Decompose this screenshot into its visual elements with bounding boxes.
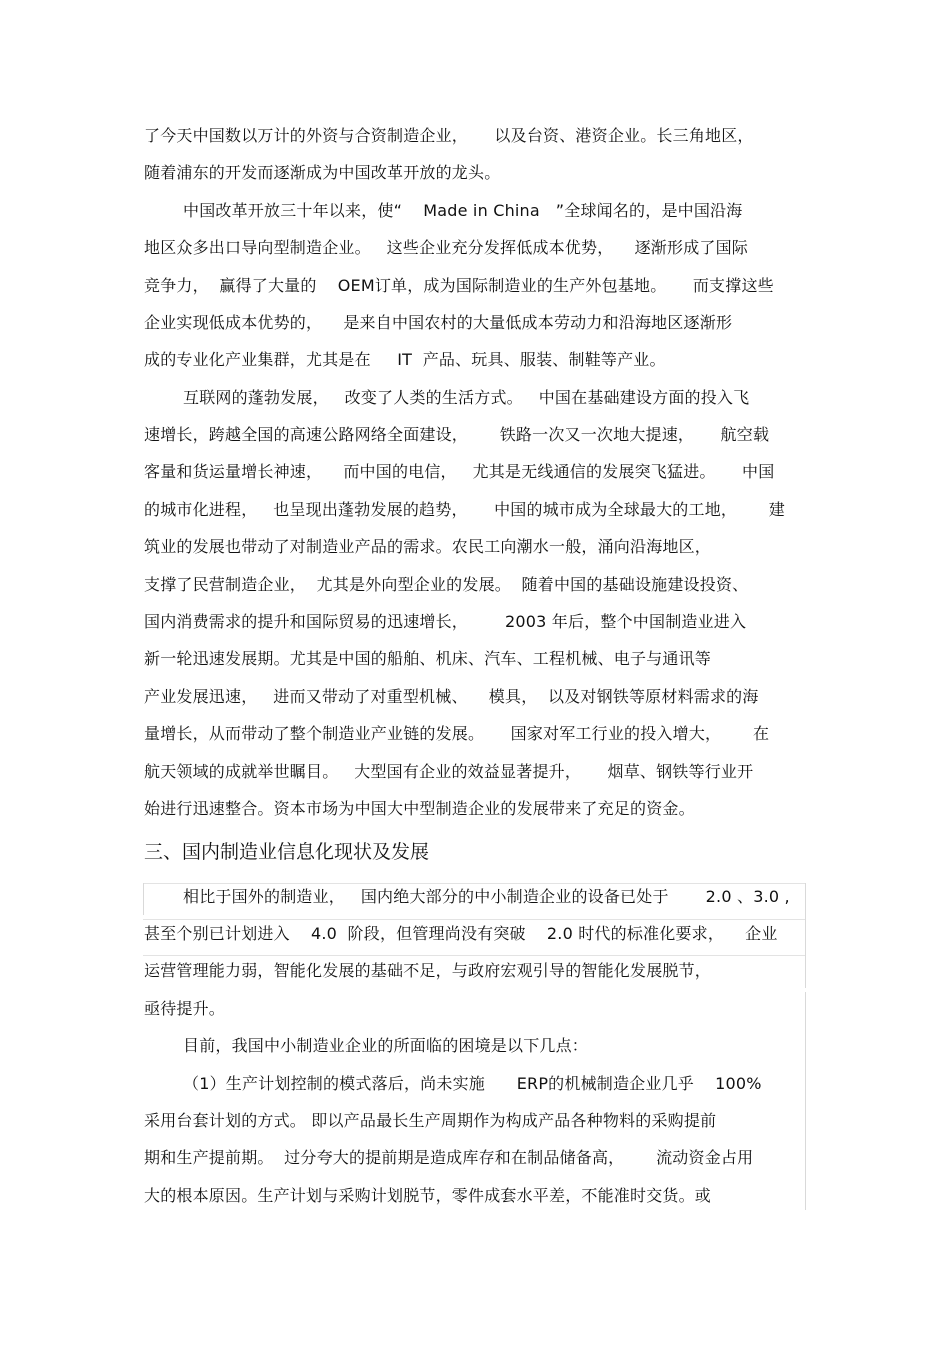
p5-line-1: 目前，我国中小制造业企业的所面临的困境是以下几点：: [183, 1036, 589, 1055]
rule-mid-2: [143, 955, 805, 956]
rule-mid-1: [143, 919, 805, 920]
p2-line-2: 地区众多出口导向型制造企业。 这些企业充分发挥低成本优势， 逐渐形成了国际: [144, 238, 749, 257]
p2-line-3: 竞争力， 赢得了大量的 OEM订单，成为国际制造业的生产外包基地。 而支撑这些: [144, 276, 774, 295]
p6-line-1: （1）生产计划控制的模式落后，尚未实施 ERP的机械制造企业几乎 100%: [183, 1074, 762, 1093]
p6-line-3: 期和生产提前期。 过分夸大的提前期是造成库存和在制品储备高， 流动资金占用: [144, 1148, 754, 1167]
p3-line-9: 产业发展迅速， 进而又带动了对重型机械、 模具， 以及对钢铁等原材料需求的海: [144, 687, 759, 706]
p4-line-4: 亟待提升。: [144, 999, 226, 1018]
p3-line-7: 国内消费需求的提升和国际贸易的迅速增长， 2003 年后，整个中国制造业进入: [144, 612, 747, 631]
p4-line-1: 相比于国外的制造业， 国内绝大部分的中小制造企业的设备已处于 2.0 、3.0 ,: [183, 887, 790, 906]
rule-right-1: [805, 883, 806, 988]
p3-line-2: 速增长，跨越全国的高速公路网络全面建设， 铁路一次又一次地大提速， 航空载: [144, 425, 770, 444]
rule-top: [143, 883, 805, 884]
p3-line-1: 互联网的蓬勃发展， 改变了人类的生活方式。 中国在基础建设方面的投入飞: [183, 388, 750, 407]
p3-line-8: 新一轮迅速发展期。尤其是中国的船舶、机床、汽车、工程机械、电子与通讯等: [144, 649, 712, 668]
p3-line-10: 量增长，从而带动了整个制造业产业链的发展。 国家对军工行业的投入增大， 在: [144, 724, 770, 743]
p3-line-11: 航天领域的成就举世瞩目。 大型国有企业的效益显著提升， 烟草、钢铁等行业开: [144, 762, 754, 781]
p2-line-1: 中国改革开放三十年以来，使“ Made in China ”全球闻名的，是中国沿海: [183, 201, 743, 220]
p1-line-2: 随着浦东的开发而逐渐成为中国改革开放的龙头。: [144, 163, 501, 182]
p4-line-3: 运营管理能力弱，智能化发展的基础不足，与政府宏观引导的智能化发展脱节，: [144, 961, 712, 980]
rule-right-2: [805, 992, 806, 1210]
p3-line-5: 筑业的发展也带动了对制造业产品的需求。农民工向潮水一般，涌向沿海地区，: [144, 537, 712, 556]
rule-left-1: [143, 883, 144, 915]
p3-line-3: 客量和货运量增长神速， 而中国的电信， 尤其是无线通信的发展突飞猛进。 中国: [144, 462, 775, 481]
p1-line-1: 了今天中国数以万计的外资与合资制造企业， 以及台资、港资企业。长三角地区，: [144, 126, 754, 145]
p3-line-6: 支撑了民营制造企业， 尤其是外向型企业的发展。 随着中国的基础设施建设投资、: [144, 575, 749, 594]
p4-line-2: 甚至个别已计划进入 4.0 阶段，但管理尚没有突破 2.0 时代的标准化要求， 企业: [144, 924, 778, 943]
p6-line-4: 大的根本原因。生产计划与采购计划脱节，零件成套水平差，不能准时交货。或: [144, 1186, 712, 1205]
section-heading: 三、国内制造业信息化现状及发展: [144, 841, 430, 863]
p3-line-12: 始进行迅速整合。资本市场为中国大中型制造企业的发展带来了充足的资金。: [144, 799, 695, 818]
p3-line-4: 的城市化进程， 也呈现出蓬勃发展的趋势， 中国的城市成为全球最大的工地， 建: [144, 500, 786, 519]
p6-line-2: 采用台套计划的方式。 即以产品最长生产周期作为构成产品各种物料的采购提前: [144, 1111, 717, 1130]
p2-line-5: 成的专业化产业集群，尤其是在 IT 产品、玩具、服装、制鞋等产业。: [144, 350, 666, 369]
p2-line-4: 企业实现低成本优势的， 是来自中国农村的大量低成本劳动力和沿海地区逐渐形: [144, 313, 733, 332]
